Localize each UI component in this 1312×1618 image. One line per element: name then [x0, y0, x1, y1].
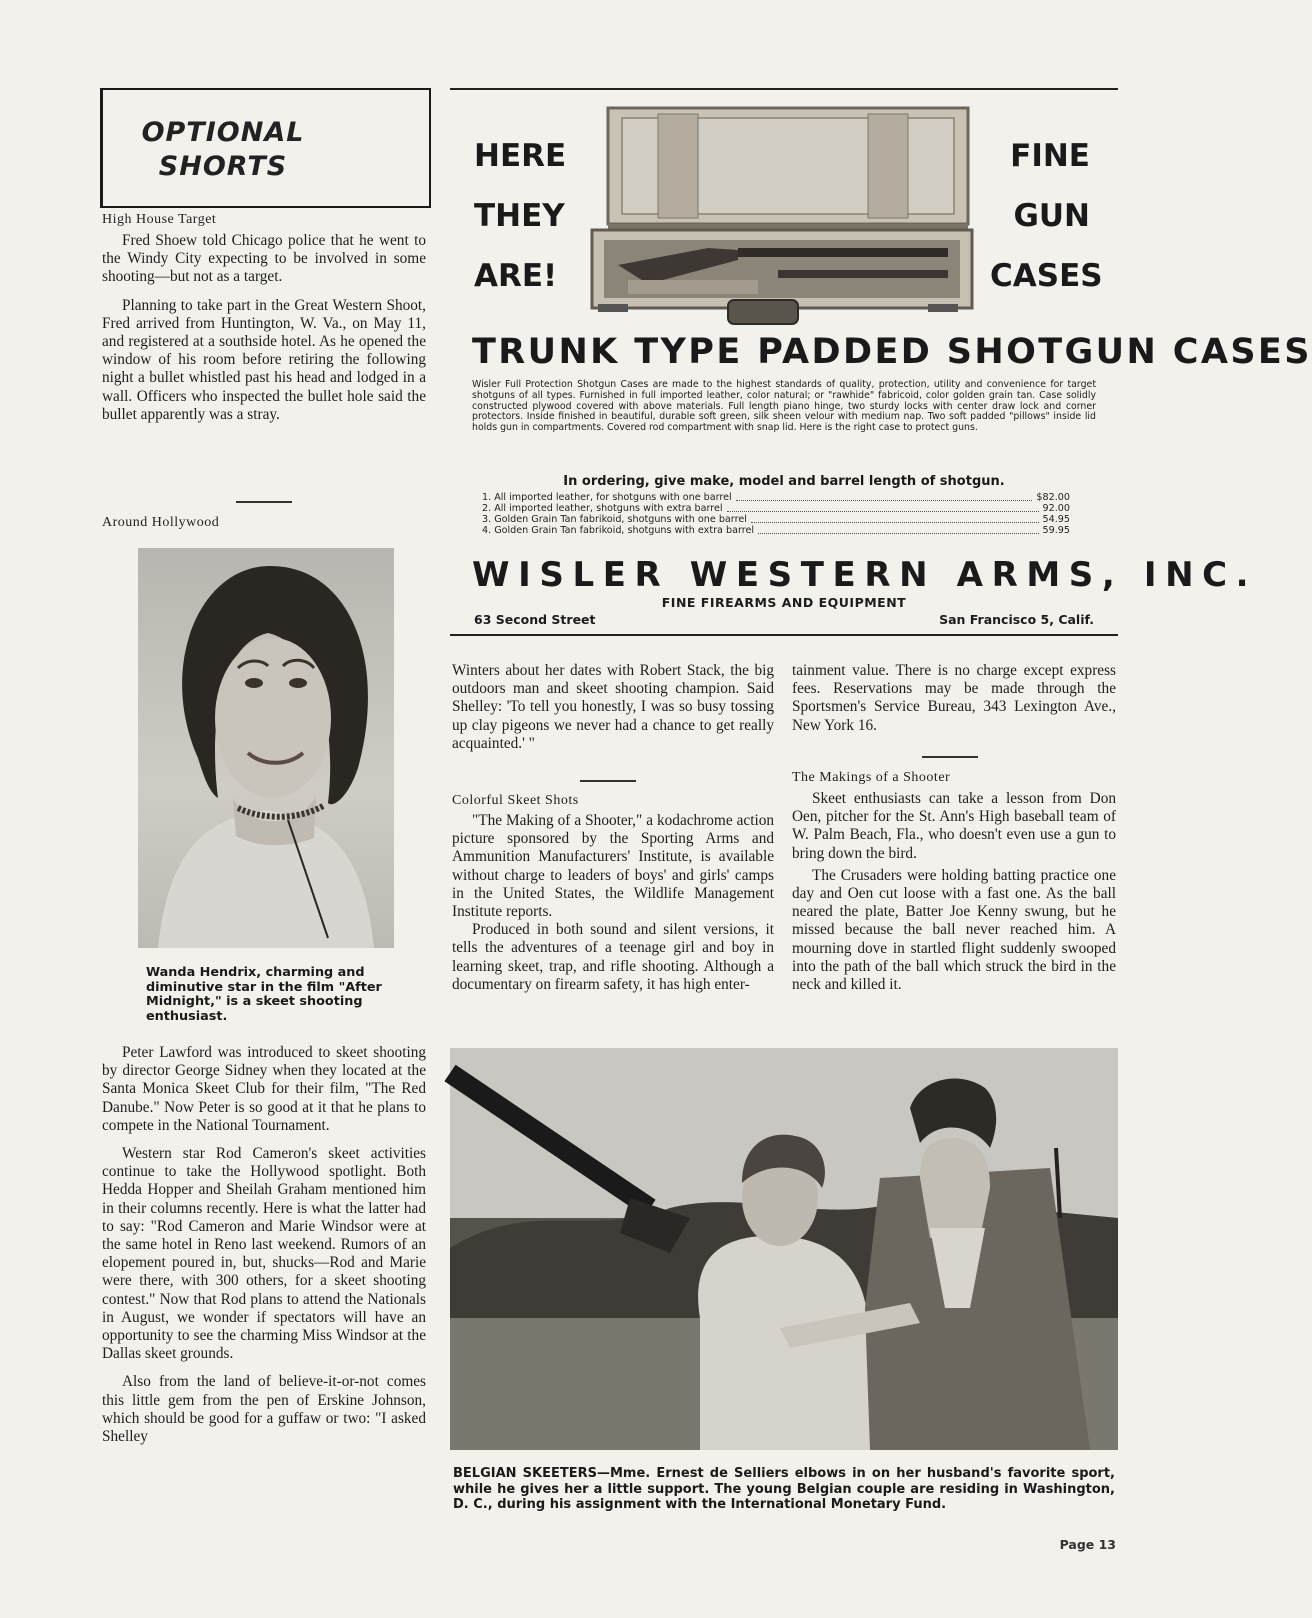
ad-word: ARE! — [474, 258, 558, 294]
ad-description: Wisler Full Protection Shotgun Cases are made to the highest standards of quality, protection, utility and convenience for target shotguns of all types. Furnished in full imported leather, color natural; or "rawhide" fabricoid, color golden grain tan. Case solidly constructed plywood covered with above materials. Full length piano hinge, two sturdy locks with center draw lock and corner protectors. Inside finished in beautiful, durable soft green, silk sheen velour with medium nap. Two soft padded "pillows" inside lid holds gun in compartments. Covered rod compartment with snap lid. Here is the right case to protect guns. — [472, 379, 1096, 434]
page-number: Page 13 — [1059, 1537, 1116, 1552]
section-heading-makings: The Makings of a Shooter — [792, 770, 951, 785]
paragraph: Western star Rod Cameron's skeet activities continue to take the Hollywood spotlight. Both Hedda Hopper and Sheilah Graham mentioned him in their columns recently. Here is what the latter had to say: "Rod Cameron and Marie Windsor were at the same hotel in Reno last weekend. Rumors of an elopement poured in, but, shucks—Rod and Marie were there, with 300 others, for a skeet shooting contest." Now that Rod plans to attend the Nationals in August, we wonder if spectators will have an opportunity to see the charming Miss Windsor at the Dallas skeet grounds. — [102, 1145, 426, 1363]
price-value: 92.00 — [1042, 503, 1070, 514]
divider — [580, 780, 636, 782]
portrait-photo — [138, 548, 394, 948]
ad-headline-left — [474, 138, 566, 294]
article-hollywood — [102, 1044, 426, 1446]
price-value: $82.00 — [1036, 492, 1070, 503]
ad-bottom-rule — [450, 634, 1118, 636]
section-heading-hollywood: Around Hollywood — [102, 515, 220, 530]
gun-case-image — [578, 100, 988, 330]
section-title-box — [100, 88, 431, 208]
portrait-illustration — [138, 548, 394, 948]
paragraph: Fred Shoew told Chicago police that he went to the Windy City expecting to be involved in some shooting—but not as a target. — [102, 232, 426, 286]
leader-dots — [751, 514, 1039, 523]
ad-company-name: WISLER WESTERN ARMS, INC. — [472, 555, 1258, 595]
paragraph: Skeet enthusiasts can take a lesson from Don Oen, pitcher for the St. Ann's High baseball team of W. Palm Beach, Fla., who doesn't even use a gun to bring down the bird. — [792, 790, 1116, 862]
skeet-photo — [450, 1048, 1118, 1450]
ad-title: TRUNK TYPE PADDED SHOTGUN CASES — [472, 332, 1312, 372]
ad-order-note: In ordering, give make, model and barrel length of shotgun. — [563, 474, 1005, 489]
paragraph: Also from the land of believe-it-or-not comes this little gem from the pen of Erskine Johnson, which should be good for a guffaw or two: "I asked Shelley — [102, 1373, 426, 1446]
section-heading-high-house: High House Target — [102, 212, 217, 227]
article-high-house — [102, 232, 426, 424]
portrait-caption: Wanda Hendrix, charming and diminutive star in the film "After Midnight," is a skeet shooting enthusiast. — [146, 965, 382, 1024]
price-list-row — [482, 525, 1070, 537]
leader-dots — [736, 492, 1033, 501]
section-heading-colorful: Colorful Skeet Shots — [452, 793, 579, 808]
paragraph: Peter Lawford was introduced to skeet shooting by director George Sidney when they located at the Santa Monica Skeet Club for their film, "The Red Danube." Now Peter is so good at it that he plans to compete in the National Tournament. — [102, 1044, 426, 1134]
paragraph: "The Making of a Shooter," a kodachrome action picture sponsored by the Sporting Arms and Ammunition Manufacturers' Institute, is available without charge to leaders of boys' and girls' camps in the United States, the Wildlife Management Institute reports. — [452, 812, 774, 921]
article-continuation-right — [792, 662, 1116, 735]
price-value: 54.95 — [1042, 514, 1070, 525]
leader-dots — [727, 503, 1039, 512]
leader-dots — [758, 525, 1039, 534]
gun-case-illustration — [578, 100, 988, 330]
caption-text: —Mme. Ernest de Selliers elbows in on her husband's favorite sport, while he gives her a little support. The young Belgian couple are residing in Washington, D. C., during his assignment with the International Monetary Fund. — [453, 1466, 1115, 1512]
article-colorful-skeet — [452, 812, 774, 994]
divider — [236, 501, 292, 503]
ad-tagline: FINE FIREARMS AND EQUIPMENT — [661, 595, 907, 610]
ad-word: THEY — [474, 198, 565, 234]
ad-city-address: San Francisco 5, Calif. — [939, 612, 1094, 627]
skeet-illustration — [450, 1048, 1118, 1450]
ad-headline-right — [990, 138, 1103, 294]
caption-lead: BELGIAN SKEETERS — [453, 1466, 597, 1481]
price-item: 3. Golden Grain Tan fabrikoid, shotguns with one barrel — [482, 514, 747, 525]
paragraph: Produced in both sound and silent versions, it tells the adventures of a teenage girl and boy in learning skeet, trap, and rifle shooting. Although a documentary on firearm safety, it has high enter- — [452, 921, 774, 993]
paragraph: The Crusaders were holding batting practice one day and Oen cut loose with a fast one. As the ball neared the plate, Batter Joe Kenny swung, but he missed because the ball never reached him. A mourning dove in startled flight suddenly swooped into the path of the ball which struck the bird in the neck and killed it. — [792, 866, 1116, 994]
article-makings — [792, 790, 1116, 994]
price-value: 59.95 — [1042, 525, 1070, 536]
ad-word: HERE — [474, 138, 567, 174]
price-item: 1. All imported leather, for shotguns with one barrel — [482, 492, 732, 503]
ad-word: FINE — [1010, 138, 1090, 174]
ad-street-address: 63 Second Street — [474, 612, 596, 627]
section-title-line-1: OPTIONAL — [141, 117, 305, 148]
section-title — [103, 116, 343, 184]
price-item: 2. All imported leather, shotguns with extra barrel — [482, 503, 723, 514]
ad-word: CASES — [990, 258, 1103, 294]
divider — [922, 756, 978, 758]
section-title-line-2: SHORTS — [158, 151, 288, 182]
ad-top-rule — [450, 88, 1118, 90]
ad-word: GUN — [1013, 198, 1090, 234]
paragraph: Planning to take part in the Great Western Shoot, Fred arrived from Huntington, W. Va., on May 11, and registered at a southside hotel. As he opened the window of his room before retiring the following night a bullet whistled past his head and lodged in a wall. Officers who inspected the bullet hole said the bullet apparently was a stray. — [102, 296, 426, 423]
paragraph: Winters about her dates with Robert Stack, the big outdoors man and skeet shooting champion. Said Shelley: 'To tell you honestly, I was so busy tossing up clay pigeons we never had a chance to get really acquainted.' " — [452, 662, 774, 752]
price-item: 4. Golden Grain Tan fabrikoid, shotguns with extra barrel — [482, 525, 755, 536]
skeet-photo-caption — [453, 1466, 1115, 1513]
paragraph: tainment value. There is no charge except express fees. Reservations may be made through the Sportsmen's Service Bureau, 343 Lexington Ave., New York 16. — [792, 662, 1116, 734]
article-continuation — [452, 662, 774, 753]
